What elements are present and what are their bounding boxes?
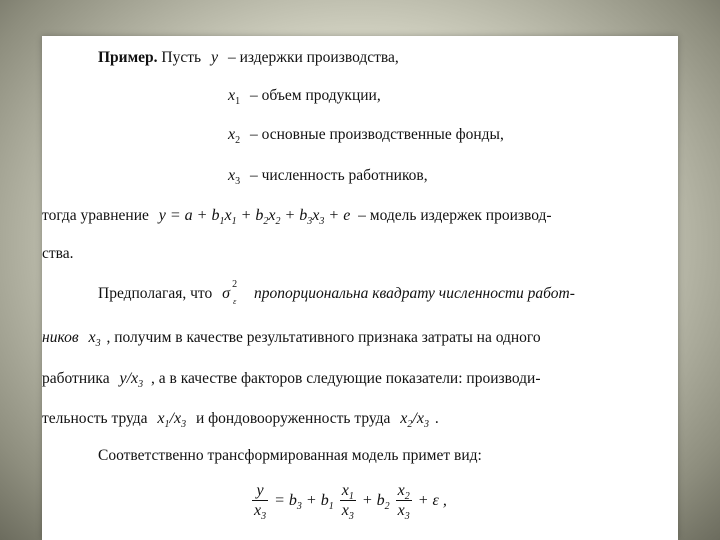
assumption-italic: пропорциональна квадрату численности работ- xyxy=(253,285,575,302)
example-intro: Пусть xyxy=(161,49,202,66)
regression-equation: $y = a + b_1x_1 + b_2x_2 + b_3x_3 + e$ xyxy=(158,207,351,227)
sigma-letter: σ xyxy=(222,285,230,302)
equipment-text: и фондовооруженность труда xyxy=(195,410,391,427)
var-y: y xyxy=(210,49,219,66)
period: . xyxy=(434,410,439,427)
sigma-superscript: 2 xyxy=(232,279,238,290)
productivity-text: тельность труда xyxy=(42,410,148,427)
document-page xyxy=(42,36,678,540)
x2-subscript: 2 xyxy=(235,135,241,146)
x2-line xyxy=(228,125,504,145)
epsilon-tail: ε , xyxy=(432,492,447,510)
equation-line xyxy=(42,206,552,226)
example-line xyxy=(98,48,399,68)
assumption-text: Предполагая, что xyxy=(98,285,213,302)
worker-text: работника xyxy=(42,370,110,387)
x1-subscript: 1 xyxy=(235,96,241,107)
x1-description: – объем продукции, xyxy=(249,87,381,104)
example-label: Пример. xyxy=(98,49,158,66)
assumption-line xyxy=(98,279,575,306)
var-x3-inline: $x_3$ xyxy=(88,329,101,349)
var-x3: x xyxy=(228,167,236,184)
ratio-x1-x3: $x_1/x_3$ xyxy=(157,410,187,430)
transformed-equation: $\frac{y}{x_3}$ = $b_3 + b_1$ $\frac{x_1}{x_3}$ + $b_2$ $\frac{x_2}{x_3}$ + ε , xyxy=(254,482,447,522)
italic-continuation: ников xyxy=(42,329,79,346)
fraction-y-x3: $\frac{y}{x_3}$ xyxy=(254,482,267,522)
result-text: , получим в качестве результативного признака затраты на одного xyxy=(106,329,541,346)
ratio-x2-x3: $x_2/x_3$ xyxy=(400,410,429,430)
sigma-symbol xyxy=(222,279,244,306)
transformed-intro: Соответственно трансформированная модель примет вид: xyxy=(98,447,482,464)
equation-continuation: ства. xyxy=(42,245,74,262)
result-line xyxy=(42,328,541,348)
fraction-x1-x3: $\frac{x_1}{x_3}$ xyxy=(341,482,354,522)
ratio-y-x3: $y/x_3$ xyxy=(119,370,144,390)
factors-line xyxy=(42,369,540,389)
productivity-line xyxy=(42,409,439,429)
var-x2: x xyxy=(228,126,236,143)
var-x1: x xyxy=(228,87,236,104)
sigma-subscript: ε xyxy=(233,297,237,306)
x2-description: – основные производственные фонды, xyxy=(249,126,504,143)
fraction-x2-x3: $\frac{x_2}{x_3}$ xyxy=(397,482,410,522)
factors-text: , а в качестве факторов следующие показатели: производи- xyxy=(151,370,541,387)
equation-suffix: – модель издержек производ- xyxy=(358,207,552,224)
x3-line xyxy=(228,166,428,186)
x1-line xyxy=(228,86,381,106)
equation-prefix: тогда уравнение xyxy=(42,207,149,224)
x3-description: – численность работников, xyxy=(249,167,428,184)
x3-subscript: 3 xyxy=(235,176,241,187)
y-description: – издержки производства, xyxy=(227,49,399,66)
